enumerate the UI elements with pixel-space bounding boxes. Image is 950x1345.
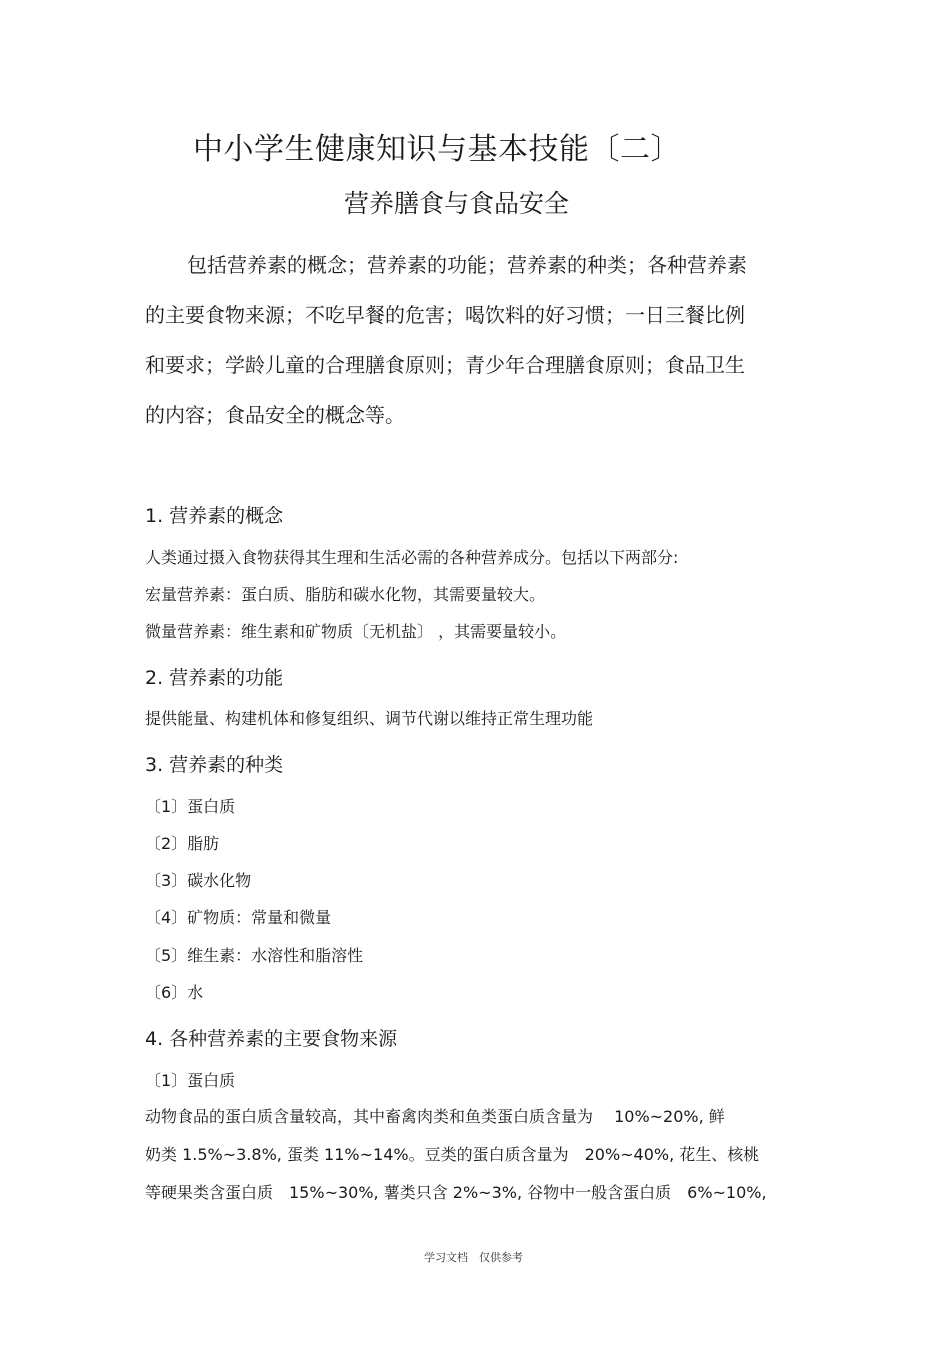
intro-line-1: 包括营养素的概念；营养素的功能；营养素的种类；各种营养素 xyxy=(187,253,747,277)
section-1-line-1: 人类通过摄入食物获得其生理和生活必需的各种营养成分。包括以下两部分: xyxy=(145,548,679,567)
list-item: 〔4〕矿物质：常量和微量 xyxy=(145,908,332,927)
list-item: 〔6〕水 xyxy=(145,983,204,1002)
section-1-line-3: 微量营养素：维生素和矿物质〔无机盐〕 ，其需要量较小。 xyxy=(145,622,567,641)
intro-line-4: 的内容；食品安全的概念等。 xyxy=(145,403,405,427)
intro-line-2: 的主要食物来源；不吃早餐的危害；喝饮料的好习惯；一日三餐比例 xyxy=(145,303,745,327)
section-4-line-3: 等硬果类含蛋白质 15%~30%, 薯类只含 2%~3%, 谷物中一般含蛋白质 6%~10%, xyxy=(145,1183,767,1202)
section-2-line: 提供能量、构建机体和修复组织、调节代谢以维持正常生理功能 xyxy=(145,709,594,728)
list-item: 〔3〕碳水化物 xyxy=(145,871,252,890)
section-4-line-2: 奶类 1.5%~3.8%, 蛋类 11%~14%。豆类的蛋白质含量为 20%~40%, 花生、核桃 xyxy=(145,1145,760,1164)
list-item: 〔1〕蛋白质 xyxy=(145,797,236,816)
section-1-heading: 1. 营养素的概念 xyxy=(145,505,284,527)
section-4-line-1: 动物食品的蛋白质含量较高，其中畜禽肉类和鱼类蛋白质含量为 10%~20%, 鲜 xyxy=(145,1107,725,1126)
section-1-line-2: 宏量营养素：蛋白质、脂肪和碳水化物，其需要量较大。 xyxy=(145,585,546,604)
section-4-subheading: 〔1〕蛋白质 xyxy=(145,1071,236,1090)
intro-line-3: 和要求；学龄儿童的合理膳食原则；青少年合理膳食原则；食品卫生 xyxy=(145,353,745,377)
page-footer: 学习文档 仅供参考 xyxy=(424,1251,523,1264)
list-item: 〔5〕维生素：水溶性和脂溶性 xyxy=(145,946,364,965)
section-4-heading: 4. 各种营养素的主要食物来源 xyxy=(145,1028,398,1050)
page-title: 中小学生健康知识与基本技能〔二〕 xyxy=(193,132,681,167)
section-2-heading: 2. 营养素的功能 xyxy=(145,667,284,689)
page-subtitle: 营养膳食与食品安全 xyxy=(344,189,570,218)
list-item: 〔2〕脂肪 xyxy=(145,834,220,853)
section-3-heading: 3. 营养素的种类 xyxy=(145,754,284,776)
